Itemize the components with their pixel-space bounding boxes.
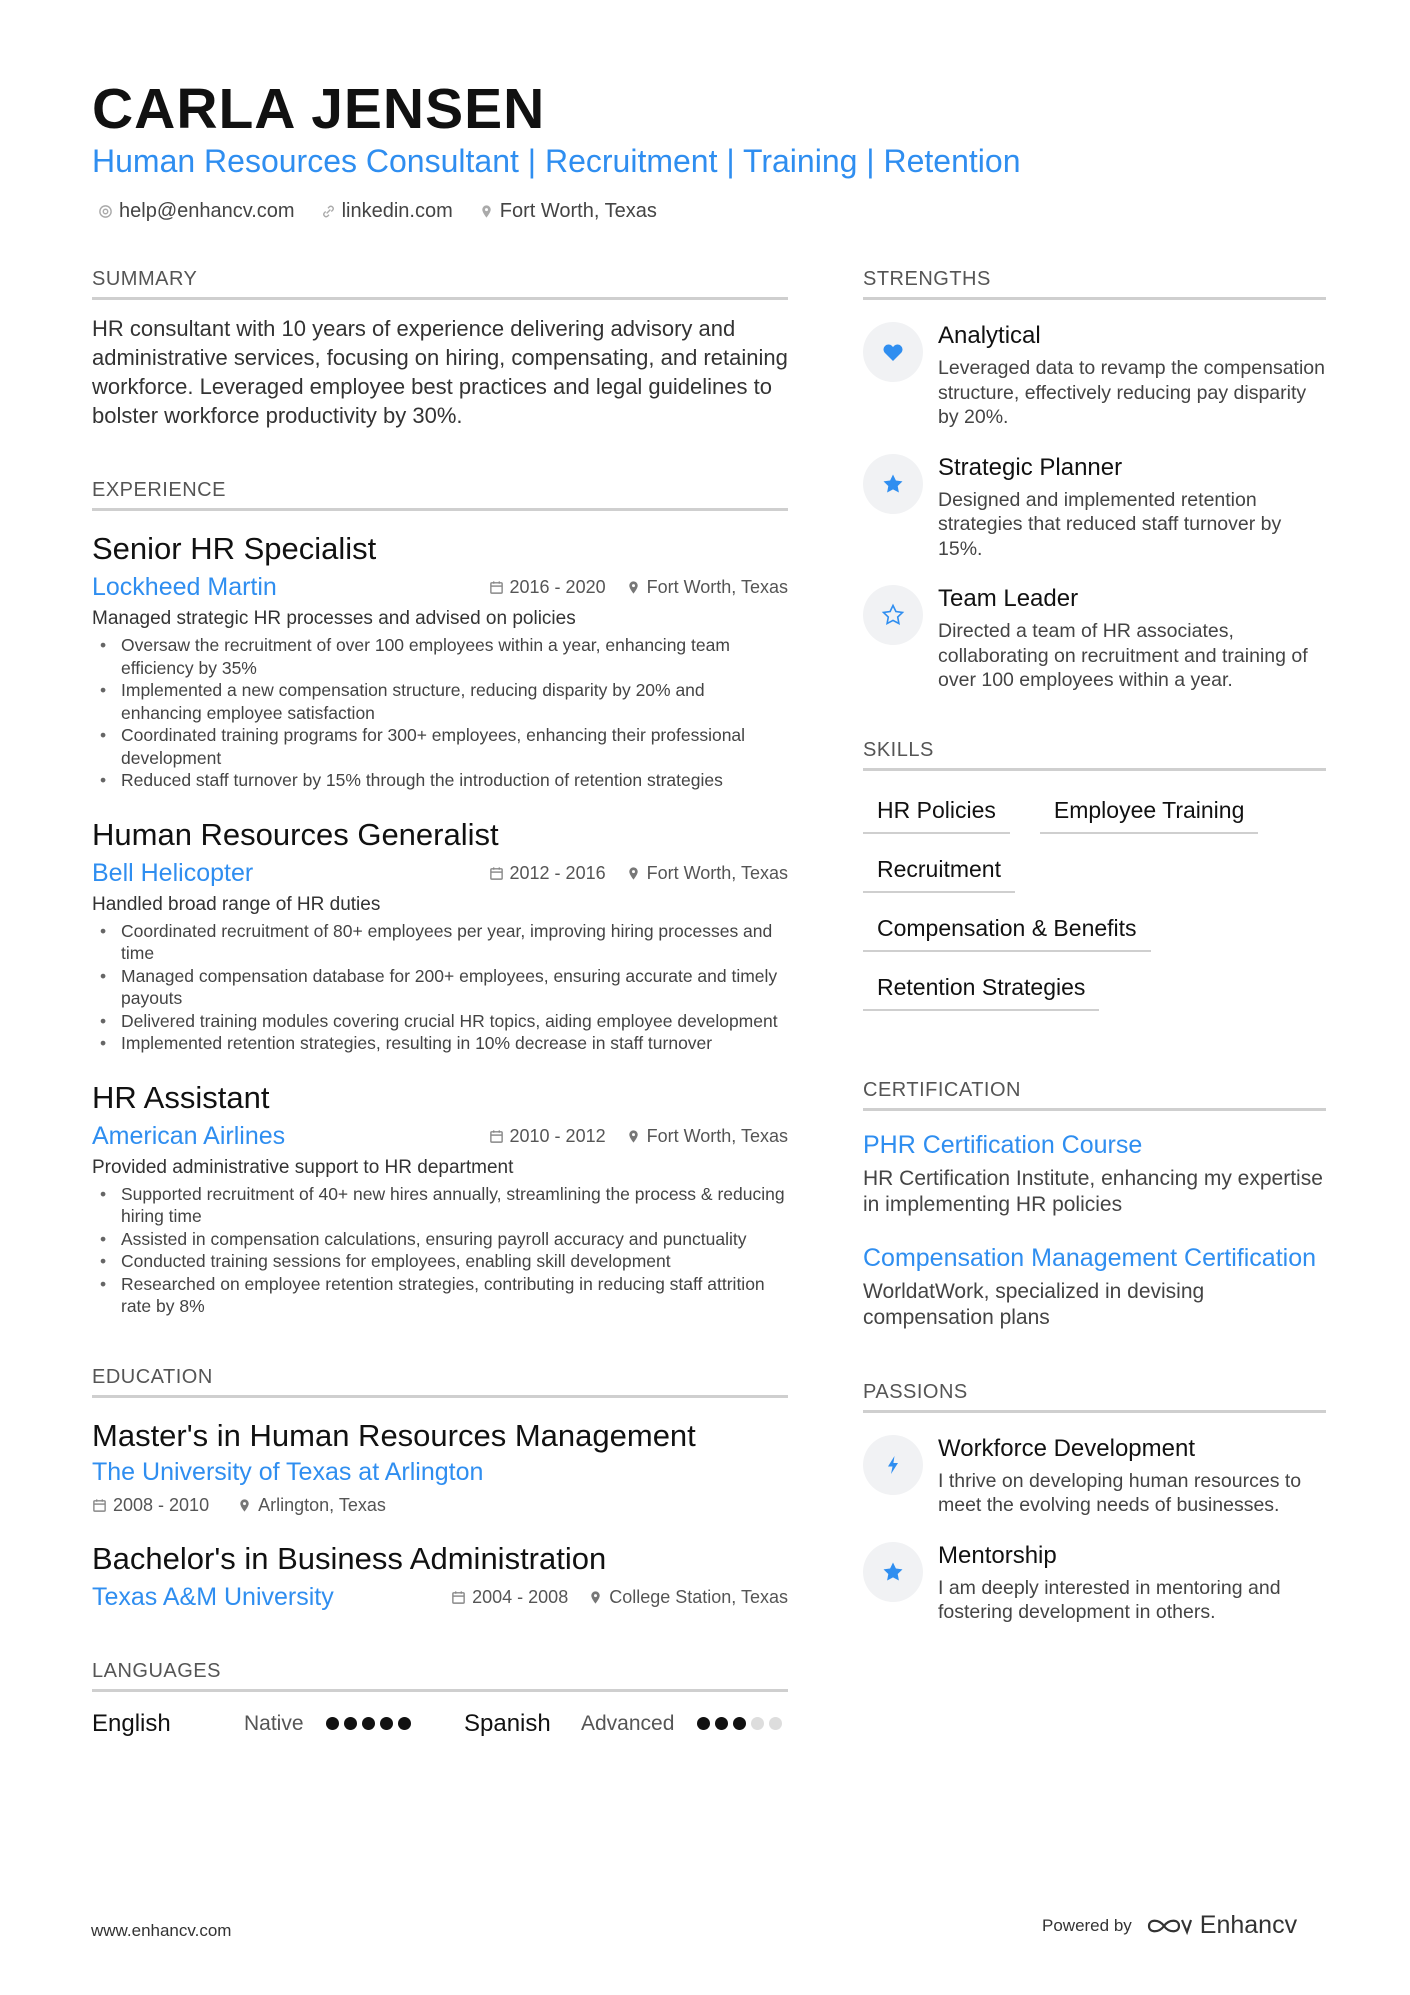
language-rating xyxy=(697,1717,782,1730)
languages-heading: LANGUAGES xyxy=(92,1660,788,1692)
job-bullet: • Reduced staff turnover by 15% through the introduction of retention strategies xyxy=(92,769,788,792)
summary-text: HR consultant with 10 years of experience delivering advisory and administrative services, focusing on hiring, compensating, and retaining workforce. Leveraged employee best practices and legal guidelines to bolster workforce productivity by 30%. xyxy=(92,316,788,428)
passion-title: Mentorship xyxy=(938,1541,1057,1569)
certification-heading: CERTIFICATION xyxy=(863,1079,1326,1111)
job-bullet: • Coordinated training programs for 300+ employees, enhancing their professional development xyxy=(92,724,788,769)
education-dates: 2004 - 2008 xyxy=(472,1586,569,1607)
language-level: Native xyxy=(244,1711,304,1735)
footer-branding xyxy=(1042,1911,1297,1940)
enhancv-logo-icon xyxy=(1146,1914,1192,1938)
certification-description: HR Certification Institute, enhancing my expertise in implementing HR policies xyxy=(863,1166,1323,1216)
rating-dot-empty xyxy=(769,1717,782,1730)
calendar-icon xyxy=(489,580,504,595)
skill-tag: Recruitment xyxy=(863,850,1015,893)
language-name: Spanish xyxy=(464,1709,551,1737)
certification-section xyxy=(863,1079,1326,1331)
language-entry xyxy=(92,1710,464,1738)
calendar-icon xyxy=(489,866,504,881)
job-dates: 2010 - 2012 xyxy=(509,1125,606,1146)
rating-dot-filled xyxy=(326,1717,339,1730)
job-dates: 2016 - 2020 xyxy=(509,577,606,597)
calendar-icon xyxy=(489,1129,504,1144)
job-bullet: • Supported recruitment of 40+ new hires annually, streamlining the process & reducing hiring time xyxy=(92,1183,788,1228)
job-company: Bell Helicopter xyxy=(92,858,254,887)
job-bullets xyxy=(92,1183,788,1318)
skill-tag: Compensation & Benefits xyxy=(863,909,1151,952)
job-bullet: • Delivered training modules covering crucial HR topics, aiding employee development xyxy=(92,1010,788,1033)
job-dates: 2012 - 2016 xyxy=(509,862,606,883)
email-text: help@enhancv.com xyxy=(119,200,295,222)
skills-section xyxy=(863,739,1326,1011)
linkedin-text: linkedin.com xyxy=(341,200,453,222)
right-column xyxy=(863,268,1326,1625)
contact-bar xyxy=(98,200,657,223)
language-name: English xyxy=(92,1709,171,1737)
location-pin-icon xyxy=(626,866,641,881)
contact-location xyxy=(479,200,657,223)
strength-description: Leveraged data to revamp the compensation structure, effectively reducing pay disparity by 20%. xyxy=(938,357,1326,428)
candidate-name: CARLA JENSEN xyxy=(92,77,546,141)
star-outline-icon xyxy=(881,603,905,627)
job-description: Handled broad range of HR duties xyxy=(92,893,381,915)
degree-title: Master's in Human Resources Management xyxy=(92,1417,696,1453)
rating-dot-filled xyxy=(733,1717,746,1730)
education-heading: EDUCATION xyxy=(92,1366,788,1398)
education-entry xyxy=(92,1418,788,1516)
strength-description: Directed a team of HR associates, collaborating on recruitment and training of over 100 employees within a year. xyxy=(938,620,1308,691)
skills-heading: SKILLS xyxy=(863,739,1326,771)
rating-dot-filled xyxy=(715,1717,728,1730)
summary-section xyxy=(92,268,788,430)
education-location: Arlington, Texas xyxy=(258,1494,386,1515)
passions-section xyxy=(863,1381,1326,1625)
rating-dot-filled xyxy=(380,1717,393,1730)
at-icon xyxy=(98,204,113,219)
experience-section xyxy=(92,479,788,1318)
job-entry xyxy=(92,531,788,792)
job-bullet: • Coordinated recruitment of 80+ employees per year, improving hiring processes and time xyxy=(92,920,788,965)
education-location: College Station, Texas xyxy=(609,1586,788,1607)
passion-description: I thrive on developing human resources to meet the evolving needs of businesses. xyxy=(938,1469,1302,1516)
brand-logo[interactable] xyxy=(1146,1911,1297,1940)
passion-title: Workforce Development xyxy=(938,1434,1195,1462)
rating-dot-filled xyxy=(344,1717,357,1730)
lightning-icon xyxy=(881,1453,905,1477)
language-rating xyxy=(326,1717,411,1730)
contact-linkedin[interactable] xyxy=(321,200,453,223)
job-bullet: • Researched on employee retention strategies, contributing in reducing staff attrition rate by 8% xyxy=(92,1273,788,1318)
degree-title: Bachelor's in Business Administration xyxy=(92,1540,607,1576)
education-section xyxy=(92,1366,788,1612)
certification-title: PHR Certification Course xyxy=(863,1130,1143,1159)
strength-description: Designed and implemented retention strategies that reduced staff turnover by 15%. xyxy=(938,488,1282,560)
job-bullet: • Managed compensation database for 200+ employees, ensuring accurate and timely payouts xyxy=(92,965,788,1010)
rating-dot-filled xyxy=(697,1717,710,1730)
certification-title: Compensation Management Certification xyxy=(863,1243,1317,1272)
certification-description: WorldatWork, specialized in devising compensation plans xyxy=(863,1279,1205,1329)
brand-name: Enhancv xyxy=(1199,1911,1298,1939)
link-icon xyxy=(321,204,336,219)
education-entry xyxy=(92,1541,788,1612)
strength-item xyxy=(863,585,1326,693)
skill-tag: HR Policies xyxy=(863,791,1010,834)
calendar-icon xyxy=(92,1498,107,1513)
language-entry xyxy=(464,1710,782,1738)
passion-item xyxy=(863,1542,1326,1625)
star-icon xyxy=(881,1560,905,1584)
strengths-section xyxy=(863,268,1326,693)
job-description: Provided administrative support to HR department xyxy=(92,1156,514,1178)
strength-title: Analytical xyxy=(938,322,1041,349)
job-location: Fort Worth, Texas xyxy=(646,862,788,883)
job-bullet: • Conducted training sessions for employees, enabling skill development xyxy=(92,1250,788,1273)
language-level: Advanced xyxy=(581,1711,675,1735)
left-column xyxy=(92,268,788,1738)
job-title: HR Assistant xyxy=(92,1079,270,1115)
certification-item xyxy=(863,1244,1326,1331)
job-bullet: • Oversaw the recruitment of over 100 employees within a year, enhancing team efficiency by 35% xyxy=(92,634,788,679)
rating-dot-filled xyxy=(398,1717,411,1730)
job-bullets xyxy=(92,920,788,1055)
rating-dot-filled xyxy=(362,1717,375,1730)
strength-item xyxy=(863,322,1326,430)
strengths-heading: STRENGTHS xyxy=(863,268,1326,300)
job-bullet: • Implemented retention strategies, resulting in 10% decrease in staff turnover xyxy=(92,1032,788,1055)
job-location: Fort Worth, Texas xyxy=(646,577,788,597)
passions-heading: PASSIONS xyxy=(863,1381,1326,1413)
summary-heading: SUMMARY xyxy=(92,268,788,300)
location-pin-icon xyxy=(588,1590,603,1605)
job-title: Senior HR Specialist xyxy=(92,531,377,566)
calendar-icon xyxy=(451,1590,466,1605)
passion-description: I am deeply interested in mentoring and fostering development in others. xyxy=(938,1576,1281,1623)
job-bullet: • Implemented a new compensation structure, reducing disparity by 20% and enhancing employee satisfaction xyxy=(92,679,788,724)
job-description: Managed strategic HR processes and advised on policies xyxy=(92,608,576,629)
skill-tag: Retention Strategies xyxy=(863,968,1099,1011)
rating-dot-empty xyxy=(751,1717,764,1730)
strength-title: Team Leader xyxy=(938,585,1079,612)
location-pin-icon xyxy=(626,1129,641,1144)
job-entry xyxy=(92,817,788,1055)
job-bullets xyxy=(92,634,788,792)
job-entry xyxy=(92,1080,788,1318)
star-icon xyxy=(881,472,905,496)
location-pin-icon xyxy=(237,1498,252,1513)
school-name: Texas A&M University xyxy=(92,1582,334,1611)
powered-by-label: Powered by xyxy=(1042,1915,1132,1935)
job-company: American Airlines xyxy=(92,1121,286,1150)
job-bullet: • Assisted in compensation calculations, ensuring payroll accuracy and punctuality xyxy=(92,1228,788,1251)
location-text: Fort Worth, Texas xyxy=(499,200,657,222)
contact-email[interactable] xyxy=(98,200,295,223)
experience-heading: EXPERIENCE xyxy=(92,479,788,511)
job-title: Human Resources Generalist xyxy=(92,816,499,852)
certification-item xyxy=(863,1131,1326,1218)
strength-item xyxy=(863,454,1326,562)
heart-icon xyxy=(881,340,905,364)
job-company: Lockheed Martin xyxy=(92,573,277,601)
passion-item xyxy=(863,1435,1326,1518)
footer-website[interactable]: www.enhancv.com xyxy=(91,1921,232,1940)
job-location: Fort Worth, Texas xyxy=(646,1125,788,1146)
candidate-tagline: Human Resources Consultant | Recruitment | Training | Retention xyxy=(92,143,1021,179)
location-pin-icon xyxy=(479,204,494,219)
school-name: The University of Texas at Arlington xyxy=(92,1457,484,1486)
strength-title: Strategic Planner xyxy=(938,453,1123,481)
education-dates: 2008 - 2010 xyxy=(113,1494,210,1515)
location-pin-icon xyxy=(626,580,641,595)
skill-tag: Employee Training xyxy=(1040,791,1259,834)
languages-section xyxy=(92,1660,788,1738)
